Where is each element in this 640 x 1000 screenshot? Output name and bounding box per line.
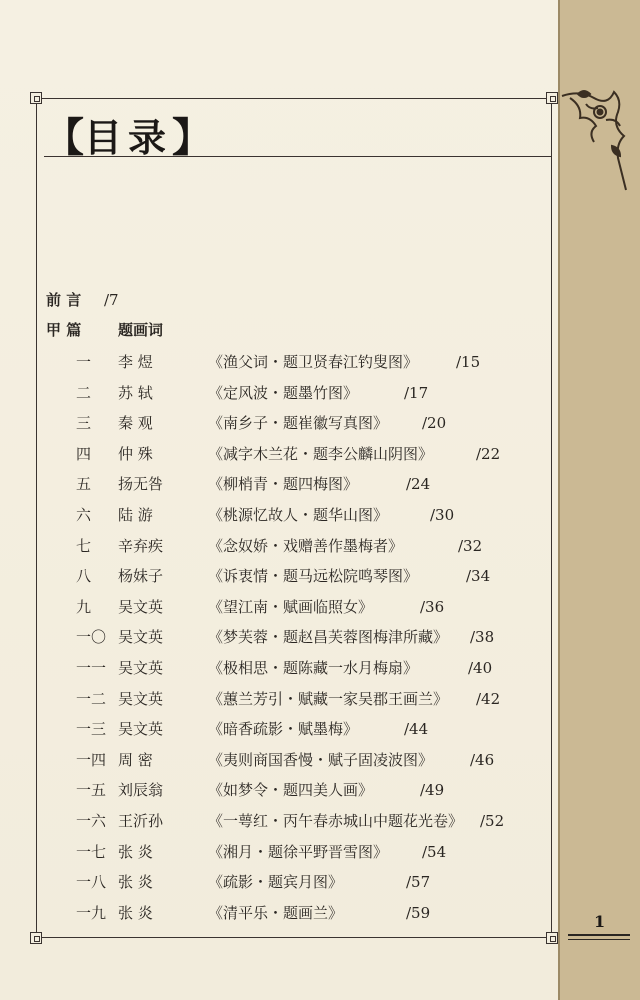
section-subtitle: 题画词 <box>118 321 164 339</box>
entry-author: 吴文英 <box>118 720 164 739</box>
entry-author: 张 炎 <box>118 903 153 922</box>
entry-page: /20 <box>422 414 447 433</box>
toc-entry[interactable] <box>46 472 546 496</box>
toc-entry[interactable] <box>46 717 546 741</box>
entry-author: 陆 游 <box>118 506 153 524</box>
entry-page: /57 <box>406 873 431 892</box>
toc-entry[interactable] <box>46 411 546 435</box>
page-title <box>44 116 212 160</box>
toc-entry[interactable] <box>46 656 546 680</box>
preface-label: 前 言 <box>46 291 82 309</box>
entry-title: 《湘月・题徐平野晋雪图》 <box>208 842 389 861</box>
toc-entry[interactable] <box>46 534 546 558</box>
entry-number: 九 <box>76 597 92 616</box>
entry-title: 《渔父词・题卫贤春江钓叟图》 <box>208 353 419 371</box>
entry-title: 《蕙兰芳引・赋藏一家吴郡王画兰》 <box>208 689 449 708</box>
entry-title: 《诉衷情・题马远松院鸣琴图》 <box>208 567 419 586</box>
entry-page: /46 <box>470 750 495 769</box>
entry-page: /32 <box>458 536 483 555</box>
entry-author: 辛弃疾 <box>118 536 164 555</box>
frame-corner-bottom-left <box>30 932 42 944</box>
entry-number: 一 <box>76 353 92 371</box>
entry-page: /49 <box>420 781 445 800</box>
entry-author: 吴文英 <box>118 628 164 647</box>
title-bracket-left: 【 <box>44 114 84 161</box>
entry-author: 吴文英 <box>118 689 164 708</box>
toc-entry[interactable] <box>46 503 546 527</box>
entry-page: /30 <box>430 506 455 524</box>
entry-author: 仲 殊 <box>118 444 153 463</box>
entry-number: 五 <box>76 475 92 494</box>
entry-title: 《梦芙蓉・题赵昌芙蓉图梅津所藏》 <box>208 628 449 647</box>
entry-page: /15 <box>456 353 481 371</box>
page-number-rule <box>568 934 630 936</box>
frame-corner-top-right <box>546 92 558 104</box>
frame-corner-top-left <box>30 92 42 104</box>
entry-number: 一四 <box>76 750 107 769</box>
entry-author: 李 煜 <box>118 353 153 371</box>
entry-number: 一二 <box>76 689 107 708</box>
entry-title: 《极相思・题陈藏一水月梅扇》 <box>208 659 419 677</box>
toc-entry[interactable] <box>46 840 546 864</box>
entry-title: 《念奴娇・戏赠善作墨梅者》 <box>208 536 404 555</box>
toc-entry[interactable] <box>46 748 546 772</box>
entry-title: 《夷则商国香慢・赋子固凌波图》 <box>208 750 434 769</box>
title-divider <box>44 156 552 157</box>
toc-section-heading <box>46 318 546 342</box>
entry-page: /40 <box>468 659 493 677</box>
entry-page: /36 <box>420 597 445 616</box>
entry-number: 一五 <box>76 781 107 800</box>
entry-author: 张 炎 <box>118 842 153 861</box>
section-label: 甲 篇 <box>46 321 82 339</box>
entry-title: 《南乡子・题崔徽写真图》 <box>208 414 389 433</box>
entry-number: 四 <box>76 444 92 463</box>
toc-preface[interactable] <box>46 288 546 312</box>
entry-page: /54 <box>422 842 447 861</box>
toc-entry[interactable] <box>46 350 546 374</box>
entry-number: 二 <box>76 383 92 402</box>
entry-number: 一七 <box>76 842 107 861</box>
entry-number: 七 <box>76 536 92 555</box>
toc-entry[interactable] <box>46 564 546 588</box>
entry-author: 秦 观 <box>118 414 153 433</box>
toc-entry[interactable] <box>46 870 546 894</box>
entry-title: 《疏影・题宾月图》 <box>208 873 344 892</box>
entry-page: /44 <box>404 720 429 739</box>
toc-entry[interactable] <box>46 442 546 466</box>
entry-page: /38 <box>470 628 495 647</box>
entry-number: 一〇 <box>76 628 107 647</box>
entry-title: 《清平乐・题画兰》 <box>208 903 344 922</box>
entry-page: /17 <box>404 383 429 402</box>
entry-number: 一八 <box>76 873 107 892</box>
entry-title: 《桃源忆故人・题华山图》 <box>208 506 389 524</box>
entry-page: /24 <box>406 475 431 494</box>
entry-number: 一三 <box>76 720 107 739</box>
entry-author: 杨妹子 <box>118 567 164 586</box>
title-text: 目录 <box>84 116 173 160</box>
entry-title: 《望江南・赋画临照女》 <box>208 597 374 616</box>
toc-entry[interactable] <box>46 625 546 649</box>
entry-title: 《减字木兰花・题李公麟山阴图》 <box>208 444 434 463</box>
entry-author: 吴文英 <box>118 659 164 677</box>
toc-entry[interactable] <box>46 901 546 925</box>
entry-number: 一九 <box>76 903 107 922</box>
corner-ornament-icon <box>560 86 632 196</box>
entry-author: 王沂孙 <box>118 812 164 830</box>
entry-page: /42 <box>476 689 501 708</box>
entry-number: 六 <box>76 506 92 524</box>
entry-number: 八 <box>76 567 92 586</box>
entry-number: 三 <box>76 414 92 433</box>
frame-corner-bottom-right <box>546 932 558 944</box>
toc-entry[interactable] <box>46 381 546 405</box>
entry-author: 吴文英 <box>118 597 164 616</box>
entry-author: 周 密 <box>118 750 153 769</box>
entry-author: 刘辰翁 <box>118 781 164 800</box>
entry-title: 《暗香疏影・赋墨梅》 <box>208 720 359 739</box>
entry-number: 一一 <box>76 659 107 677</box>
entry-page: /59 <box>406 903 431 922</box>
entry-author: 扬无咎 <box>118 475 164 494</box>
toc-entry[interactable] <box>46 687 546 711</box>
preface-page: /7 <box>104 291 119 309</box>
toc-entry[interactable] <box>46 809 546 833</box>
entry-author: 苏 轼 <box>118 383 153 402</box>
entry-title: 《定风波・题墨竹图》 <box>208 383 359 402</box>
entry-number: 一六 <box>76 812 107 830</box>
entry-page: /52 <box>480 812 505 830</box>
page-number-rule-thin <box>568 939 630 940</box>
entry-title: 《柳梢青・题四梅图》 <box>208 475 359 494</box>
entry-page: /34 <box>466 567 491 586</box>
toc-entry[interactable] <box>46 595 546 619</box>
entry-page: /22 <box>476 444 501 463</box>
entry-title: 《一萼红・丙午春赤城山中题花光卷》 <box>208 812 464 830</box>
title-bracket-right: 】 <box>172 114 213 161</box>
page-number: 1 <box>594 912 606 931</box>
toc-entry[interactable] <box>46 778 546 802</box>
entry-author: 张 炎 <box>118 873 153 892</box>
entry-title: 《如梦令・题四美人画》 <box>208 781 374 800</box>
